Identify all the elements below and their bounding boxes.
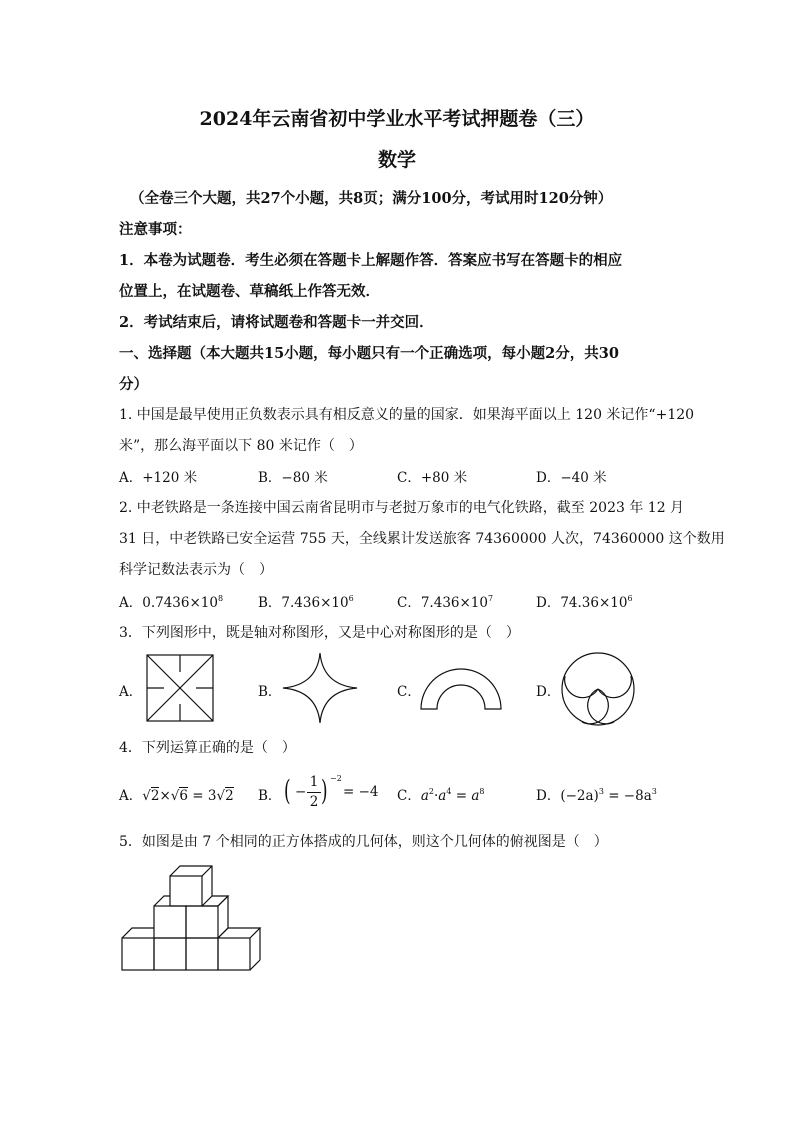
question-4-option-c[interactable]: C．$a^2\cdot a^4 = a^8$ [397, 787, 485, 804]
notice-item-2: 2．考试结束后，请将试题卷和答题卡一并交回． [119, 314, 434, 331]
question-4-option-a[interactable]: A．√2×√6 = 3√2 [119, 788, 234, 804]
paper-title: 2024年云南省初中学业水平考试押题卷（三） [199, 108, 595, 130]
exam-info: （全卷三个大题，共27个小题，共8页；满分100分，考试用时120分钟） [130, 190, 613, 207]
cube-stack-figure [118, 860, 266, 974]
question-4-option-d[interactable]: D．$(-2a)^3 = -8a^3$ [536, 787, 657, 804]
trefoil-circle-figure[interactable] [560, 651, 636, 727]
question-3-stem: 3．下列图形中，既是轴对称图形，又是中心对称图形的是（ ） [119, 625, 520, 641]
question-2-stem-cont: 31 日，中老铁路已安全运营 755 天，全线累计发送旅客 74360000 人次，74360000 这个数用 [119, 531, 725, 547]
section-heading-cont: 分） [119, 376, 148, 393]
question-4-stem: 4．下列运算正确的是（ ） [119, 740, 296, 756]
question-3-option-a-label[interactable]: A． [119, 684, 143, 700]
question-1-option-a[interactable]: A．+120 米 [119, 470, 198, 486]
subject-title: 数学 [377, 149, 416, 171]
notice-item-1: 1．本卷为试题卷．考生必须在答题卡上解题作答．答案应书写在答题卡的相应 [119, 252, 623, 269]
four-point-star-figure[interactable] [282, 652, 358, 724]
question-3-option-d-label[interactable]: D． [536, 684, 561, 700]
question-1-stem-cont: 米”，那么海平面以下 80 米记作（ ） [119, 438, 363, 454]
notice-heading: 注意事项： [119, 221, 192, 238]
question-2-option-b[interactable]: B．$7.436\times 10^6$ [258, 594, 354, 611]
section-heading: 一、选择题（本大题共15小题，每小题只有一个正确选项，每小题2分，共30 [119, 345, 619, 362]
question-1-option-c[interactable]: C．+80 米 [397, 470, 468, 486]
question-2-option-a[interactable]: A．$0.7436\times 10^8$ [119, 594, 224, 611]
pinwheel-square-figure[interactable] [146, 654, 214, 722]
question-2-option-c[interactable]: C．$7.436\times 10^7$ [397, 594, 494, 611]
question-2-option-d[interactable]: D．$74.36\times 10^6$ [536, 594, 633, 611]
question-2-stem-end: 科学记数法表示为（ ） [119, 562, 273, 578]
question-1-option-d[interactable]: D．−40 米 [536, 470, 607, 486]
question-3-option-c-label[interactable]: C． [397, 684, 421, 700]
question-1-option-b[interactable]: B．−80 米 [258, 470, 328, 486]
semicircular-arch-figure[interactable] [419, 666, 503, 710]
question-2-stem: 2. 中老铁路是一条连接中国云南省昆明市与老挝万象市的电气化铁路，截至 2023 年 12 月 [119, 500, 685, 516]
question-3-option-b-label[interactable]: B． [258, 684, 282, 700]
question-5-stem: 5．如图是由 7 个相同的正方体搭成的几何体，则这个几何体的俯视图是（ ） [119, 834, 608, 850]
notice-item-1-cont: 位置上，在试题卷、草稿纸上作答无效． [119, 283, 380, 300]
question-1-stem: 1. 中国是最早使用正负数表示具有相反意义的量的国家．如果海平面以上 120 米记作“+120 [119, 407, 695, 423]
